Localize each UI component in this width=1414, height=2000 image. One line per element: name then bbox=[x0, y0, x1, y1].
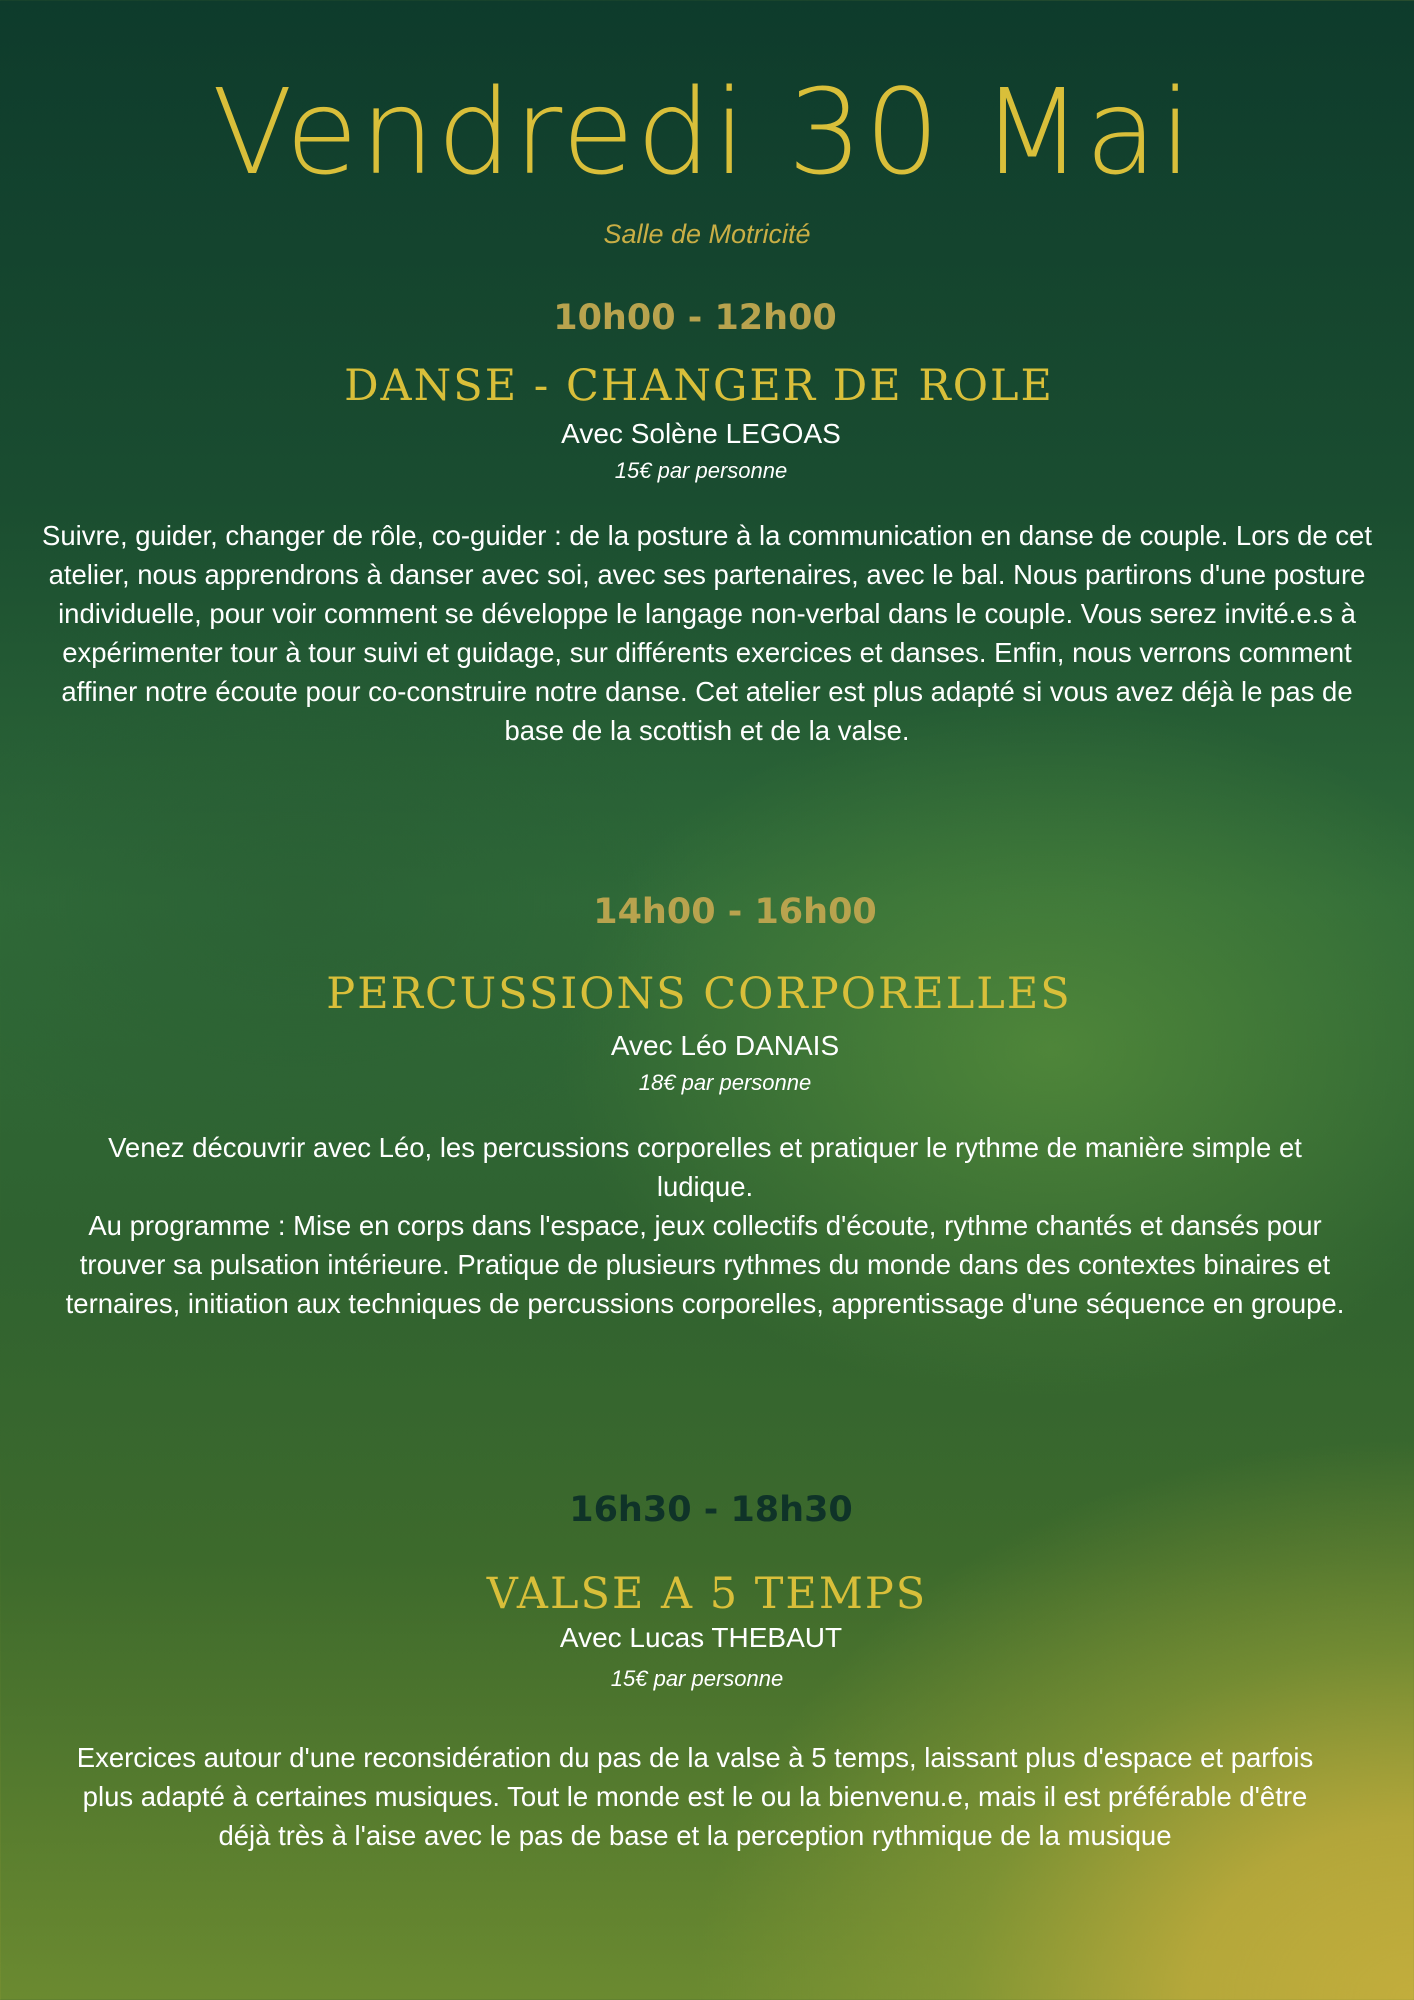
session-2 bbox=[0, 890, 1414, 1323]
session-host: Avec Léo DANAIS bbox=[610, 1030, 840, 1061]
session-description bbox=[60, 1128, 1350, 1323]
session-title: VALSE A 5 TEMPS bbox=[486, 1569, 928, 1619]
session-price: 18€ par personne bbox=[638, 1070, 812, 1095]
session-host: Avec Solène LEGOAS bbox=[561, 418, 841, 449]
page-title: Vendredi 30 Mai bbox=[211, 63, 1195, 201]
description-paragraph: Au programme : Mise en corps dans l'espace, jeux collectifs d'écoute, rythme chantés et dansés pour trouver sa pulsation intérieure. Pratique de plusieurs rythmes du monde dans des contextes binaires et ternaires, initiation aux techniques de percussions corporelles, apprentissage d'une séquence en groupe. bbox=[65, 1210, 1345, 1319]
session-time: 16h30 - 18h30 bbox=[569, 1490, 853, 1530]
session-price: 15€ par personne bbox=[614, 458, 788, 483]
session-time: 14h00 - 16h00 bbox=[593, 892, 877, 932]
session-time: 10h00 - 12h00 bbox=[553, 298, 837, 338]
session-description bbox=[75, 1738, 1315, 1855]
venue-label: Salle de Motricité bbox=[603, 219, 811, 249]
session-1 bbox=[0, 296, 1414, 750]
session-price: 15€ par personne bbox=[610, 1666, 784, 1691]
session-3 bbox=[0, 1488, 1414, 1855]
session-title: PERCUSSIONS CORPORELLES bbox=[326, 969, 1072, 1019]
session-title: DANSE - CHANGER DE ROLE bbox=[344, 361, 1054, 411]
description-paragraph: Suivre, guider, changer de rôle, co-guider : de la posture à la communication en danse de couple. Lors de cet atelier, nous apprendrons à danser avec soi, avec ses partenaires, avec le bal. Nous partirons d'une posture individuelle, pour voir comment se développe le langage non-verbal dans le couple. Vous serez invité.e.s à expérimenter tour à tour suivi et guidage, sur différents exercices et danses. Enfin, nous verrons comment affiner notre écoute pour co-construire notre danse. Cet atelier est plus adapté si vous avez déjà le pas de base de la scottish et de la valse. bbox=[42, 520, 1372, 746]
description-paragraph: Venez découvrir avec Léo, les percussions corporelles et pratiquer le rythme de manière simple et ludique. bbox=[108, 1132, 1302, 1202]
description-paragraph: Exercices autour d'une reconsidération du pas de la valse à 5 temps, laissant plus d'espace et parfois plus adapté à certaines musiques. Tout le monde est le ou la bienvenu.e, mais il est préférable d'être déjà très à l'aise avec le pas de base et la perception rythmique de la musique bbox=[76, 1742, 1314, 1851]
session-host: Avec Lucas THEBAUT bbox=[559, 1622, 843, 1653]
session-description bbox=[37, 516, 1377, 750]
